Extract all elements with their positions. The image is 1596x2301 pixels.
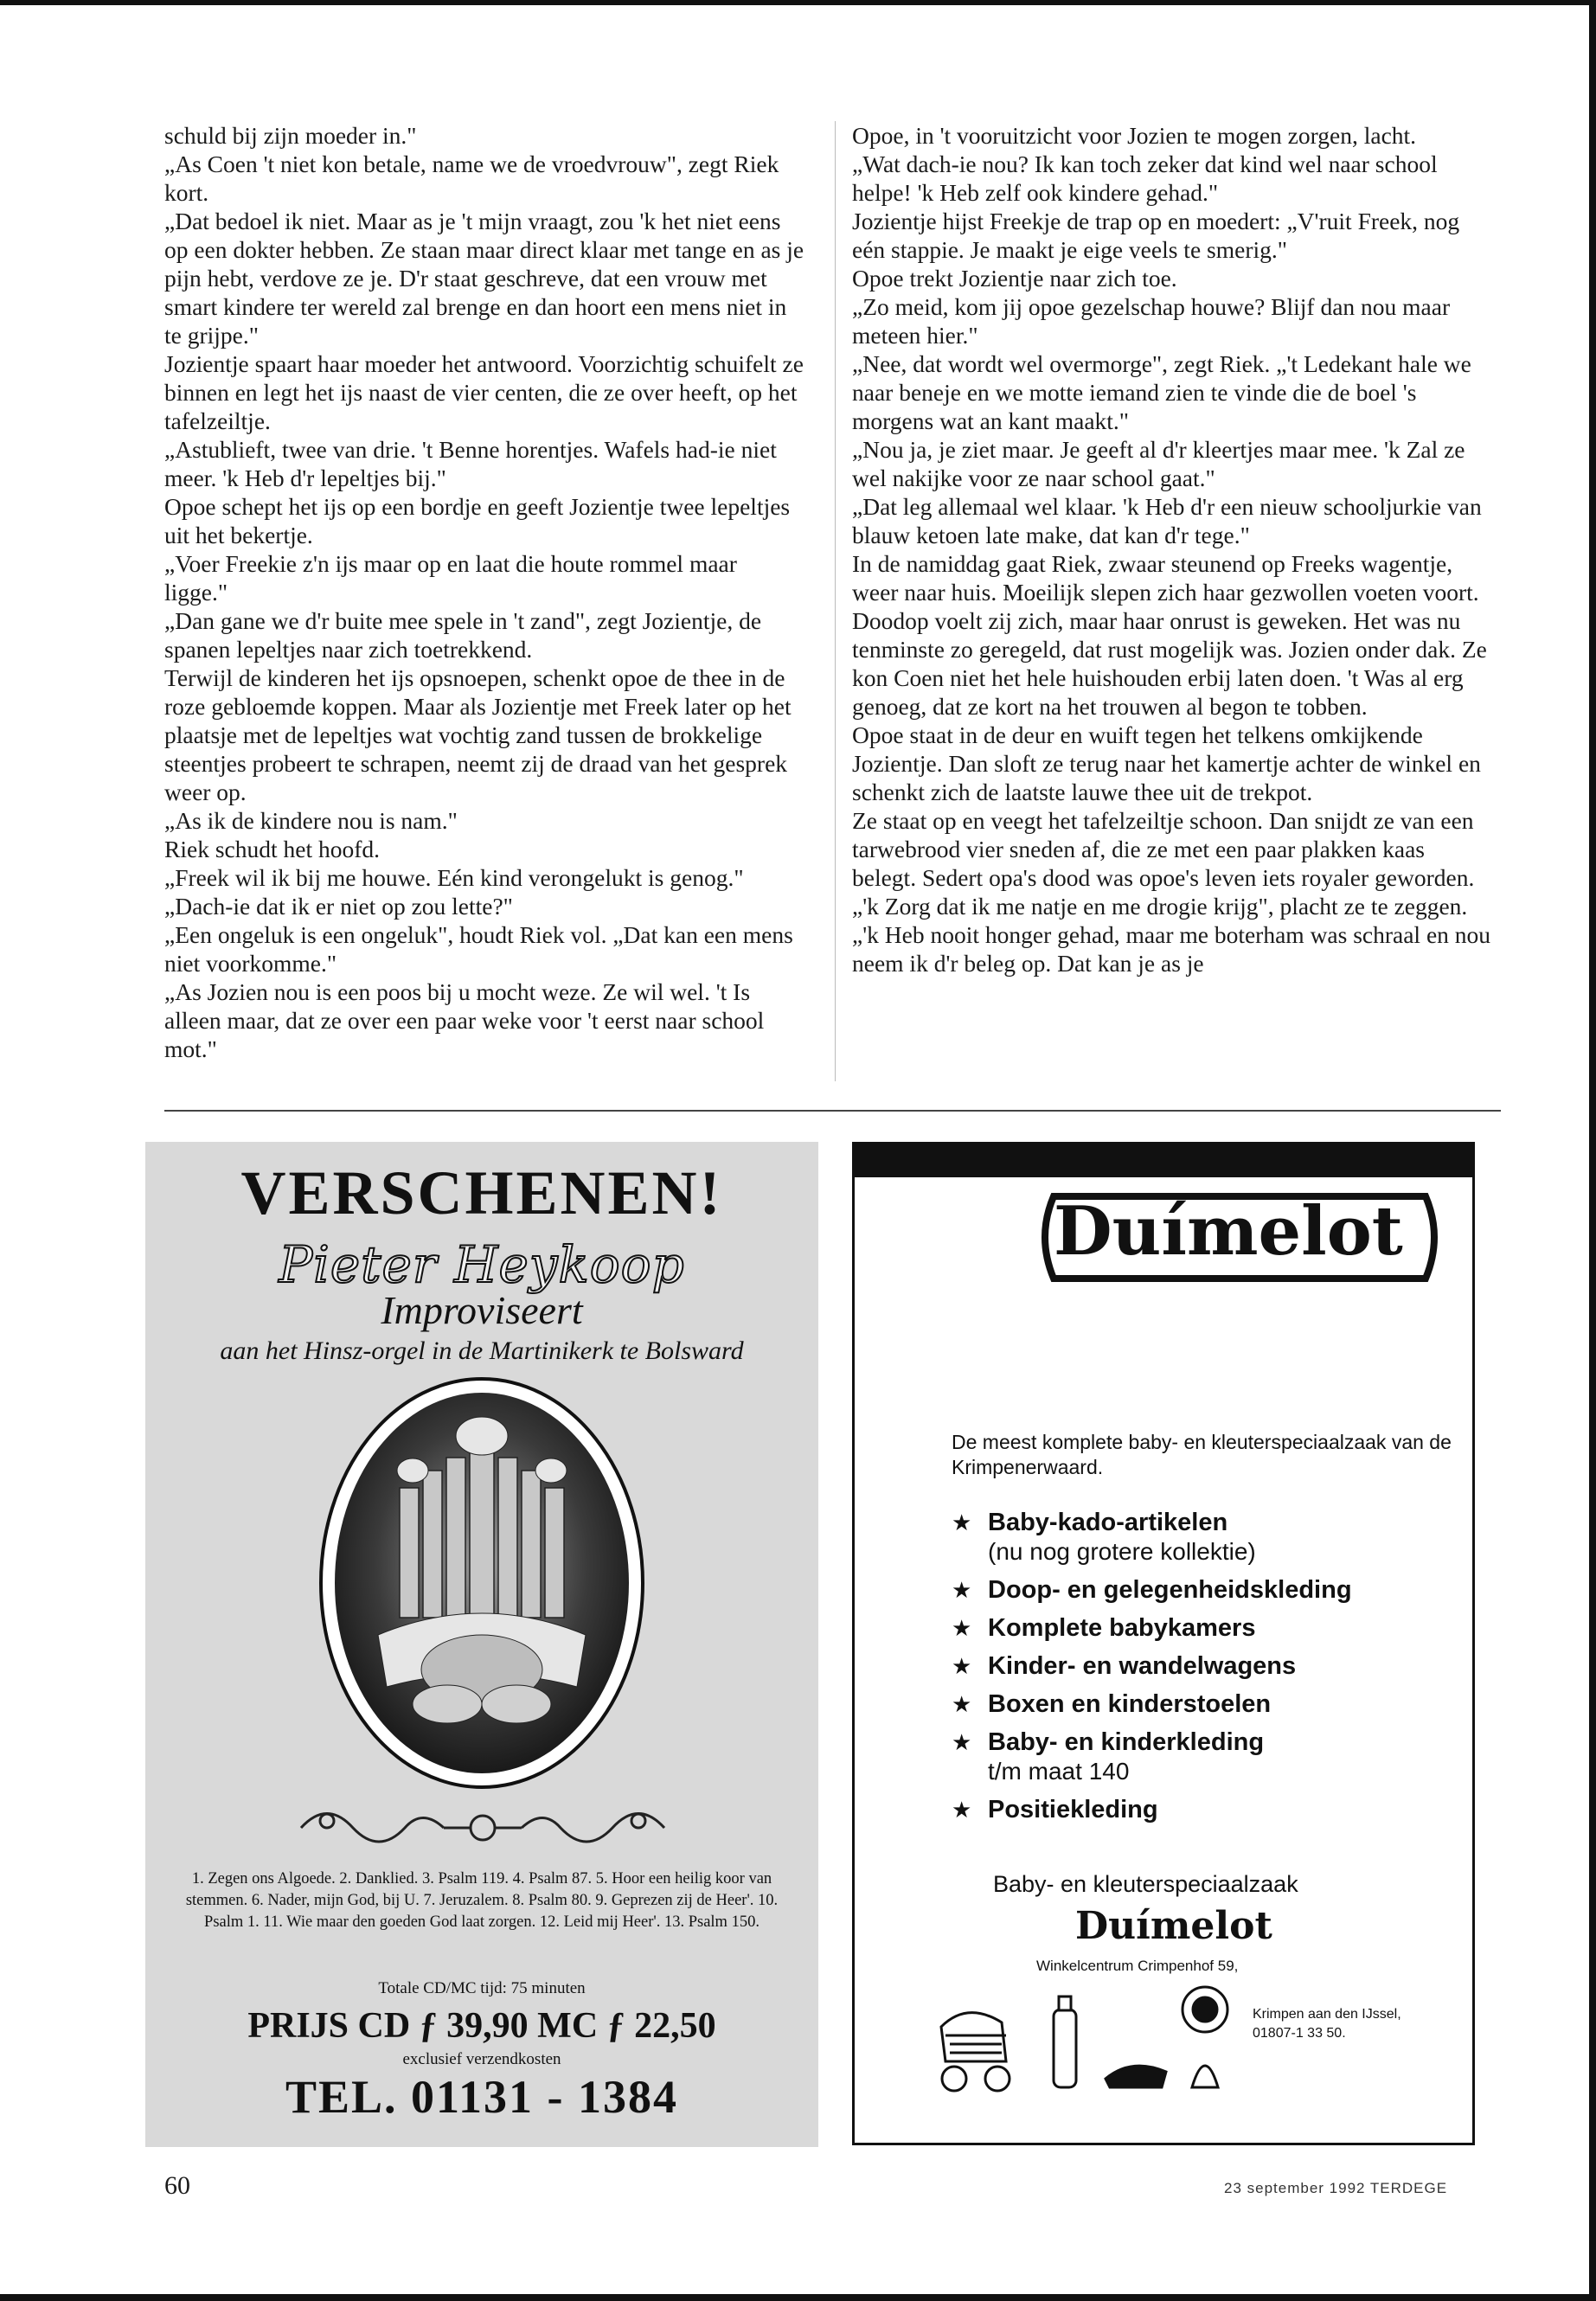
list-item	[952, 1575, 1462, 1605]
paragraph: Opoe, in 't vooruitzicht voor Jozien te mogen zorgen, lacht.	[852, 122, 1417, 149]
item-title: Kinder- en wandelwagens	[988, 1652, 1297, 1680]
star-icon: ★	[952, 1509, 972, 1535]
section-divider	[164, 1110, 1501, 1112]
star-icon: ★	[952, 1615, 972, 1641]
item-title: Baby- en kinderkleding	[988, 1728, 1265, 1756]
baby-items-illustration-icon	[933, 1975, 1244, 2105]
paragraph: „Astublieft, twee van drie. 't Benne horentjes. Wafels had-ie niet meer. 'k Heb d'r lepeltjes bij."	[164, 436, 777, 491]
paragraph: „Nee, dat wordt wel overmorge", zegt Riek. „'t Ledekant hale we naar beneje en we motte iemand zien te vinde die de boel 's morgens wat an kant maakt."	[852, 350, 1471, 434]
product-list	[952, 1508, 1462, 1833]
paragraph: Opoe trekt Jozientje naar zich toe.	[852, 265, 1177, 292]
paragraph: Opoe schept het ijs op een bordje en geeft Jozientje twee lepeltjes uit het bekertje.	[164, 493, 791, 548]
track-list: 1. Zegen ons Algoede. 2. Danklied. 3. Psalm 119. 4. Psalm 87. 5. Hoor een heilig koor van stemmen. 6. Nader, mijn God, bij U. 7. Jeruzalem. 8. Psalm 80. 9. Geprezen zij de Heer'. 10. Psalm 1. 11. Wie maar den goeden God laat zorgen. 12. Leid mij Heer'. 13. Psalm 150.	[185, 1870, 779, 1931]
store-advert	[852, 1142, 1475, 2145]
paragraph: „Voer Freekie z'n ijs maar op en laat die houte rommel maar ligge."	[164, 550, 737, 606]
star-icon: ★	[952, 1691, 972, 1717]
page-number: 60	[164, 2171, 190, 2200]
price-line: PRIJS CD ƒ 39,90 MC ƒ 22,50	[247, 2006, 716, 2046]
store-tagline: Baby- en kleuterspeciaalzaak	[993, 1871, 1298, 1897]
advert-headline: VERSCHENEN!	[240, 1158, 723, 1227]
item-title: Baby-kado-artikelen	[988, 1509, 1228, 1536]
star-icon: ★	[952, 1797, 972, 1823]
paragraph: In de namiddag gaat Riek, zwaar steunend op Freeks wagentje, weer naar huis. Moeilijk slepen zich haar gezwollen voeten voort. Doodop voelt zij zich, maar haar onrust is geweken. Het was nu tenminste zo geregeld, dat rust mogelijk was. Jozien onder dak. Ze kon Coen niet het hele huishouden erbij laten doen. 't Was al erg genoeg, dat ze kort na het trouwen al begon te tobben.	[852, 550, 1487, 720]
store-intro: De meest komplete baby- en kleuterspeciaalzaak van de Krimpenerwaard.	[952, 1431, 1452, 1478]
paragraph: „Dat leg allemaal wel klaar. 'k Heb d'r een nieuw schooljurkie van blauw ketoen late make, dat kan d'r tege."	[852, 493, 1482, 548]
paragraph: „Dach-ie dat ik er niet op zou lette?"	[164, 893, 513, 920]
paragraph: Riek schudt het hoofd.	[164, 836, 380, 862]
column-divider	[835, 121, 836, 1081]
list-item	[952, 1727, 1462, 1786]
issue-date: 23 september 1992 TERDEGE	[1224, 2180, 1448, 2196]
item-subtitle: (nu nog grotere kollektie)	[988, 1538, 1256, 1565]
organ-photo-icon	[317, 1375, 646, 1791]
list-item	[952, 1689, 1462, 1719]
paragraph: „Dat bedoel ik niet. Maar as je 't mijn vraagt, zou 'k het niet eens op een dokter hebben. Ze staan maar direct klaar met tange en as je pijn hebt, verdove ze je. D'r staat geschreve, dat een vrouw met smart kindere ter wereld zal brenge en dan hoort een mens niet in te grijpe."	[164, 208, 804, 349]
item-subtitle: t/m maat 140	[988, 1758, 1130, 1785]
paragraph: Jozientje hijst Freekje de trap op en moedert: „V'ruit Freek, nog eén stappie. Je maakt je eige veels te smerig."	[852, 208, 1460, 263]
star-icon: ★	[952, 1577, 972, 1603]
store-city: Krimpen aan den IJssel,	[1253, 2007, 1401, 2022]
paragraph: Jozientje spaart haar moeder het antwoord. Voorzichtig schuifelt ze binnen en legt het ijs naast de vier centen, die ze over heeft, op het tafelzeiltje.	[164, 350, 804, 434]
ornament-icon	[292, 1795, 673, 1860]
brand-logo: Duímelot	[1054, 1192, 1403, 1271]
item-title: Boxen en kinderstoelen	[988, 1690, 1272, 1718]
article-right-column	[852, 121, 1492, 977]
star-icon: ★	[952, 1653, 972, 1679]
store-address: Winkelcentrum Crimpenhof 59,	[1036, 1958, 1239, 1974]
list-item	[952, 1795, 1462, 1824]
organ-cd-advert	[145, 1142, 818, 2147]
album-subtitle: Improviseert	[381, 1288, 583, 1332]
paragraph: „As Jozien nou is een poos bij u mocht weze. Ze wil wel. 't Is alleen maar, dat ze over een paar weke voor 't eerst naar school mot."	[164, 978, 765, 1062]
artist-name: Pieter Heykoop	[279, 1235, 685, 1294]
total-duration: Totale CD/MC tijd: 75 minuten	[378, 1979, 586, 1997]
paragraph: „'k Zorg dat ik me natje en me drogie krijg", placht ze te zeggen. „'k Heb nooit honger gehad, maar me boterham was schraal en nou neem ik d'r beleg op. Dat kan je as je	[852, 893, 1491, 977]
store-address-city	[1253, 2005, 1401, 2043]
paragraph: „Zo meid, kom jij opoe gezelschap houwe? Blijf dan nou maar meteen hier."	[852, 293, 1451, 349]
paragraph: „As Coen 't niet kon betale, name we de vroedvrouw", zegt Riek kort.	[164, 151, 779, 206]
paragraph: „Een ongeluk is een ongeluk", houdt Riek vol. „Dat kan een mens niet voorkomme."	[164, 921, 793, 977]
paragraph: „Nou ja, je ziet maar. Je geeft al d'r kleertjes maar mee. 'k Zal ze wel nakijke voor ze naar school gaat."	[852, 436, 1465, 491]
brand-logo-small: Duímelot	[1075, 1904, 1272, 1948]
list-item	[952, 1613, 1462, 1643]
article-left-column	[164, 121, 804, 1063]
shipping-note: exclusief verzendkosten	[402, 2050, 561, 2068]
item-title: Doop- en gelegenheidskleding	[988, 1576, 1352, 1604]
list-item	[952, 1508, 1462, 1567]
paragraph: „As ik de kindere nou is nam."	[164, 807, 458, 834]
paragraph: „Wat dach-ie nou? Ik kan toch zeker dat kind wel naar school helpe! 'k Heb zelf ook kindere gehad."	[852, 151, 1438, 206]
list-item	[952, 1651, 1462, 1681]
item-title: Positiekleding	[988, 1796, 1158, 1823]
paragraph: schuld bij zijn moeder in."	[164, 122, 417, 149]
star-icon: ★	[952, 1729, 972, 1755]
recording-location: aan het Hinsz-orgel in de Martinikerk te Bolsward	[220, 1336, 744, 1365]
paragraph: „Dan gane we d'r buite mee spele in 't zand", zegt Jozientje, de spanen lepeltjes naar zich toetrekkend.	[164, 607, 762, 663]
paragraph: Terwijl de kinderen het ijs opsnoepen, schenkt opoe de thee in de roze gebloemde koppen. Maar als Jozientje met Freek later op het plaatsje met de lepeltjes wat vochtig zand tussen de brokkelige steentjes probeert te schrapen, neemt zij de draad van het gesprek weer op.	[164, 664, 792, 805]
paragraph: Ze staat op en veegt het tafelzeiltje schoon. Dan snijdt ze van een tarwebrood vier sneden af, die ze met een paar plakken kaas belegt. Sedert opa's dood was opoe's leven iets royaler geworden.	[852, 807, 1475, 891]
item-title: Komplete babykamers	[988, 1614, 1256, 1642]
order-phone: TEL. 01131 - 1384	[285, 2071, 679, 2123]
store-phone: 01807-1 33 50.	[1253, 2026, 1346, 2041]
paragraph: Opoe staat in de deur en wuift tegen het telkens omkijkende Jozientje. Dan sloft ze terug naar het kamertje achter de winkel en schenkt zich de laatste lauwe thee uit de trekpot.	[852, 721, 1481, 805]
paragraph: „Freek wil ik bij me houwe. Eén kind verongelukt is genog."	[164, 864, 744, 891]
advert-top-bar	[855, 1144, 1472, 1177]
